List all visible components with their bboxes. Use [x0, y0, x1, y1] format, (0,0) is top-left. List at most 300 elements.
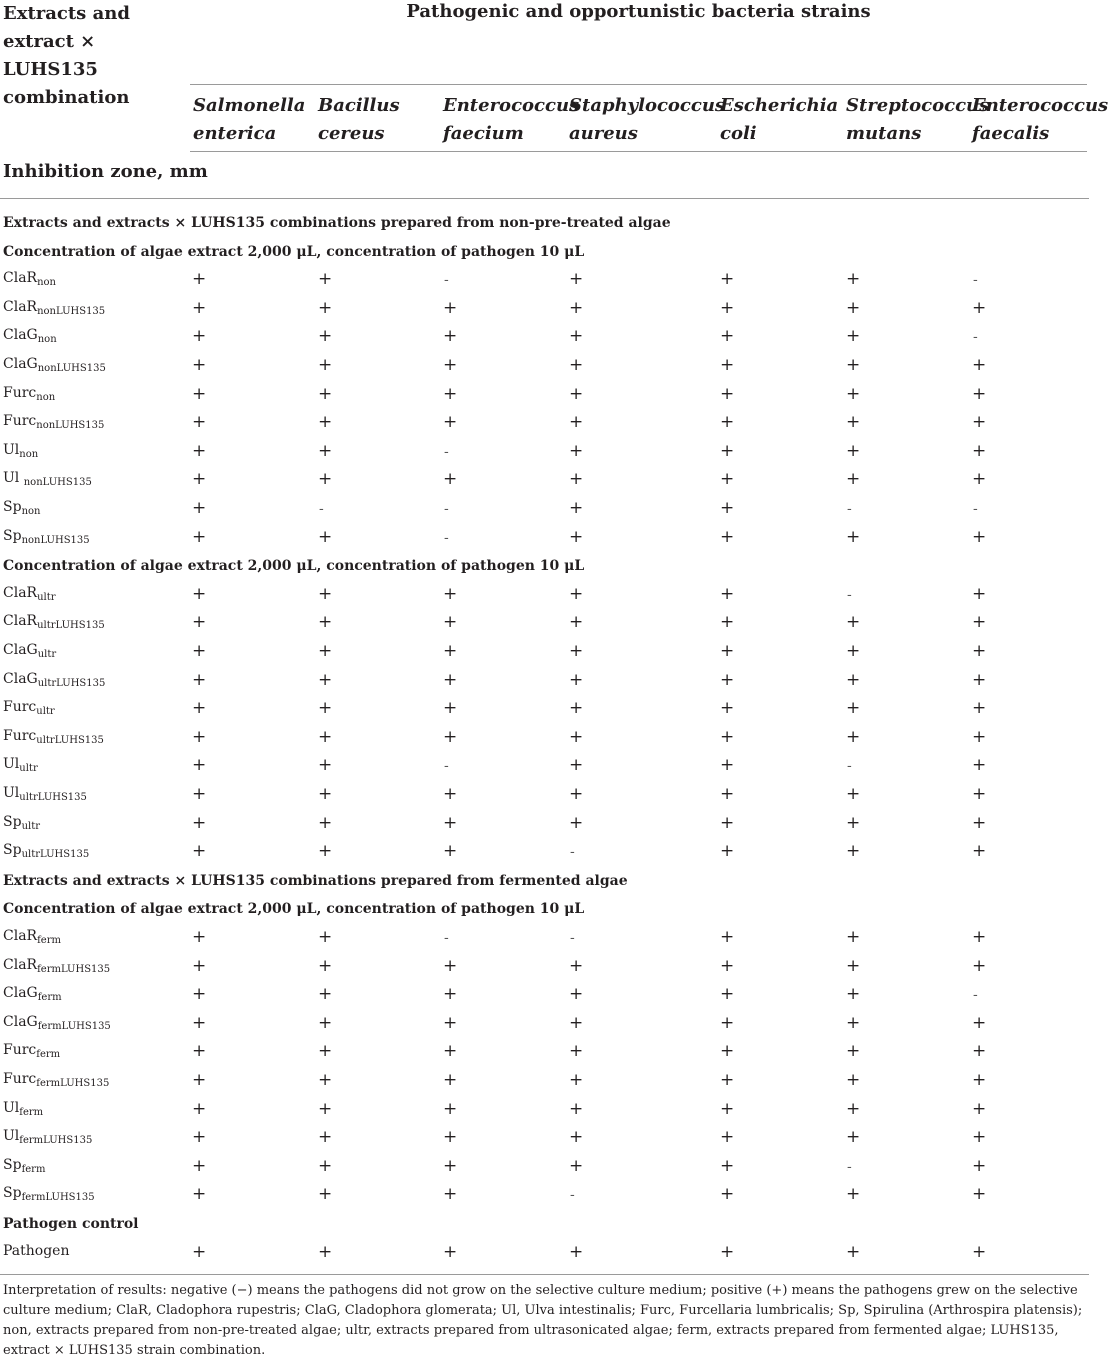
result-cell: + [569, 755, 584, 776]
result-cell: + [569, 669, 584, 690]
column-header-escherichia-coli: Escherichia coli [720, 95, 839, 144]
result-cell: + [192, 297, 207, 318]
result-cell: + [846, 784, 861, 804]
result-cell: + [318, 440, 333, 461]
result-cell: + [443, 297, 458, 318]
row-label-base: Sp [3, 499, 22, 515]
result-cell: + [720, 612, 735, 633]
result-cell: + [192, 583, 207, 604]
result-cell: + [972, 297, 987, 318]
result-cell: + [720, 841, 735, 862]
result-cell: + [720, 1012, 735, 1033]
row-label-base: ClaR [3, 956, 38, 973]
row-label-base: ClaR [3, 270, 38, 287]
result-cell: + [569, 612, 584, 633]
row-label [3, 728, 104, 746]
result-cell: + [569, 583, 584, 604]
result-cell: + [846, 841, 861, 862]
row-label-base: Ul [3, 1099, 20, 1116]
result-cell: - [444, 443, 449, 460]
result-cell: + [443, 955, 458, 976]
result-cell: + [192, 641, 207, 661]
row-label-base: Furc [3, 384, 37, 401]
row-label [3, 1100, 43, 1118]
row-label [3, 1071, 109, 1089]
result-cell: + [192, 440, 207, 461]
result-cell: + [443, 1041, 458, 1062]
result-cell: - [444, 930, 449, 946]
section-heading: Extracts and extracts × LUHS135 combinations prepared from non-pre-treated algae [3, 215, 671, 231]
result-cell: + [972, 583, 987, 604]
result-cell: + [192, 469, 207, 490]
result-cell: + [720, 641, 735, 661]
result-cell: + [846, 1041, 861, 1062]
column-header-salmonella-enterica: Salmonella enterica [193, 95, 306, 144]
result-cell: + [569, 355, 584, 375]
result-cell: + [569, 812, 584, 833]
table-row [0, 1096, 1089, 1124]
result-cell: - [973, 272, 978, 289]
result-cell: + [318, 1241, 333, 1262]
result-cell: + [443, 583, 458, 604]
row-label-base: ClaR [3, 928, 38, 944]
row-label [3, 1014, 111, 1032]
result-cell: + [972, 784, 987, 804]
table-row [0, 438, 1089, 466]
result-cell: + [443, 355, 458, 375]
row-label-base: Furc [3, 699, 37, 716]
result-cell: + [192, 984, 207, 1005]
result-cell: - [570, 930, 575, 946]
result-cell: + [569, 498, 584, 518]
table-row [0, 1239, 1089, 1267]
result-cell: + [569, 440, 584, 461]
table-row [0, 1010, 1089, 1038]
result-cell: + [443, 841, 458, 862]
result-cell: + [569, 1155, 584, 1176]
row-label [3, 671, 105, 689]
table-row [0, 752, 1089, 780]
result-cell: + [972, 1127, 987, 1148]
row-label-subscript: ultrLUHS135 [37, 620, 105, 632]
row-label-base: ClaG [3, 356, 38, 372]
result-cell: - [847, 586, 852, 603]
result-cell: + [443, 1070, 458, 1090]
result-cell: + [720, 1241, 735, 1262]
result-cell: + [443, 1241, 458, 1262]
row-label-subscript: ultr [36, 706, 55, 718]
row-label [3, 642, 56, 660]
result-cell: + [720, 498, 735, 518]
header-rule [0, 198, 1089, 199]
result-cell: + [443, 726, 458, 747]
result-cell: + [569, 269, 584, 290]
result-cell: + [720, 1127, 735, 1148]
result-cell: + [846, 812, 861, 833]
row-label [3, 842, 89, 860]
result-cell: + [720, 784, 735, 804]
result-cell: - [847, 758, 852, 775]
unit-label: Inhibition zone, mm [3, 161, 208, 182]
result-cell: + [443, 812, 458, 833]
result-cell: + [720, 526, 735, 547]
row-label-subscript: fermLUHS135 [36, 1078, 110, 1089]
result-cell: + [972, 1184, 987, 1205]
result-cell: + [318, 812, 333, 833]
row-label-subscript: non [21, 506, 41, 517]
table-row [0, 638, 1089, 666]
result-cell: - [444, 501, 449, 517]
result-cell: + [443, 784, 458, 804]
row-label-base: Sp [3, 1156, 22, 1173]
result-cell: - [444, 758, 449, 775]
result-cell: + [972, 726, 987, 747]
result-cell: + [972, 1070, 987, 1090]
result-cell: + [443, 669, 458, 690]
result-cell: + [443, 412, 458, 433]
table-row [0, 953, 1089, 981]
section-heading: Concentration of algae extract 2,000 μL, concentration of pathogen 10 μL [3, 243, 585, 260]
result-cell: + [972, 383, 987, 404]
result-cell: + [720, 726, 735, 747]
result-cell: - [973, 501, 978, 517]
row-label-subscript: fermLUHS135 [21, 1192, 95, 1204]
result-cell: + [192, 955, 207, 976]
result-cell: + [192, 1041, 207, 1062]
result-cell: + [846, 412, 861, 433]
result-cell: + [846, 698, 861, 719]
table-row [0, 466, 1089, 494]
result-cell: + [318, 355, 333, 375]
row-label [3, 499, 40, 517]
table-row [0, 323, 1089, 351]
result-cell: + [972, 955, 987, 976]
table-row [0, 1067, 1089, 1095]
result-cell: + [318, 269, 333, 290]
result-cell: + [192, 355, 207, 375]
result-cell: + [318, 755, 333, 776]
table-row [0, 352, 1089, 380]
result-cell: + [443, 612, 458, 633]
result-cell: + [846, 469, 861, 490]
row-label [3, 327, 57, 345]
row-label-subscript: ultrLUHS135 [21, 849, 90, 861]
result-cell: + [720, 583, 735, 604]
result-cell: + [569, 784, 584, 804]
row-label [3, 1042, 60, 1060]
result-cell: + [318, 469, 333, 490]
result-cell: + [318, 698, 333, 719]
section-heading: Extracts and extracts × LUHS135 combinations prepared from fermented algae [3, 872, 628, 889]
column-header-bacillus-cereus: Bacillus cereus [318, 95, 400, 144]
row-label-subscript: nonLUHS135 [21, 534, 90, 546]
result-cell: + [443, 469, 458, 490]
result-cell: + [846, 440, 861, 461]
table-row [0, 810, 1089, 838]
result-cell: + [443, 1184, 458, 1205]
row-label-subscript: ultr [37, 649, 57, 660]
table-row [0, 1181, 1089, 1209]
result-cell: + [972, 755, 987, 776]
column-header-staphylococcus-aureus: Staphylococcus aureus [569, 95, 726, 144]
row-label-subscript: non [36, 391, 56, 403]
table-row [0, 924, 1089, 952]
result-cell: + [720, 297, 735, 318]
result-cell: + [569, 469, 584, 490]
result-cell: + [846, 355, 861, 375]
row-label-subscript: non [19, 448, 39, 460]
row-label [3, 613, 105, 631]
result-cell: + [192, 1070, 207, 1090]
table-row [0, 781, 1089, 809]
result-cell: + [569, 698, 584, 719]
section-heading: Concentration of algae extract 2,000 μL, concentration of pathogen 10 μL [3, 558, 585, 575]
table-row [0, 981, 1089, 1009]
result-cell: + [318, 1127, 333, 1148]
row-label-base: Sp [3, 842, 22, 859]
section-heading: Concentration of algae extract 2,000 μL, concentration of pathogen 10 μL [3, 901, 585, 918]
result-cell: + [192, 412, 207, 433]
row-label-subscript: ferm [19, 1106, 44, 1118]
row-label [3, 1243, 69, 1259]
result-cell: + [192, 1098, 207, 1119]
row-label [3, 928, 61, 946]
result-cell: - [319, 501, 324, 517]
row-label [3, 814, 40, 832]
result-cell: + [318, 784, 333, 804]
table-row [0, 409, 1089, 437]
result-cell: + [720, 326, 735, 347]
row-label [3, 442, 38, 460]
result-cell: + [972, 526, 987, 547]
result-cell: + [972, 1155, 987, 1176]
result-cell: + [846, 1127, 861, 1148]
table-row [0, 524, 1089, 552]
row-label-base: Ul [3, 441, 20, 458]
result-cell: + [846, 1098, 861, 1119]
result-cell: - [973, 987, 978, 1004]
row-label-subscript: ultr [21, 820, 40, 832]
result-cell: + [720, 812, 735, 833]
result-cell: + [443, 383, 458, 404]
row-label-subscript: nonLUHS135 [23, 477, 92, 489]
result-cell: - [570, 844, 575, 861]
row-label-base: ClaG [3, 642, 38, 658]
row-label-subscript: non [37, 277, 56, 289]
result-cell: + [720, 1041, 735, 1062]
result-cell: + [846, 669, 861, 690]
row-label-base: Sp [3, 1185, 22, 1202]
table-row [0, 838, 1089, 866]
result-cell: + [192, 927, 207, 947]
result-cell: + [192, 498, 207, 518]
result-cell: + [972, 612, 987, 633]
result-cell: + [192, 1012, 207, 1033]
result-cell: + [569, 1012, 584, 1033]
result-cell: + [846, 1241, 861, 1262]
result-cell: + [972, 927, 987, 947]
first-column-header: Extracts and extract × LUHS135 combination [3, 3, 130, 108]
result-cell: + [318, 383, 333, 404]
result-cell: + [192, 612, 207, 633]
row-label-base: ClaG [3, 1013, 38, 1030]
result-cell: + [443, 1098, 458, 1119]
bacteria-group-header: Pathogenic and opportunistic bacteria strains [406, 1, 871, 22]
result-cell: + [192, 755, 207, 776]
result-cell: + [569, 1041, 584, 1062]
row-label-subscript: ultr [37, 591, 56, 603]
result-cell: + [569, 1098, 584, 1119]
row-label [3, 528, 90, 546]
row-label [3, 756, 38, 774]
result-cell: + [192, 784, 207, 804]
result-cell: + [318, 841, 333, 862]
table-row [0, 1038, 1089, 1066]
row-label [3, 585, 56, 603]
result-cell: + [318, 612, 333, 633]
result-cell: + [846, 326, 861, 347]
row-label-base: ClaR [3, 613, 38, 630]
row-label-subscript: ferm [36, 1049, 61, 1061]
result-cell: + [720, 755, 735, 776]
result-cell: + [972, 440, 987, 461]
result-cell: + [720, 927, 735, 947]
result-cell: + [318, 412, 333, 433]
result-cell: + [569, 297, 584, 318]
result-cell: + [720, 1098, 735, 1119]
row-label-base: Ul [3, 1128, 20, 1145]
result-cell: + [192, 1184, 207, 1205]
result-cell: + [720, 984, 735, 1005]
column-header-enterococcus-faecium: Enterococcus faecium [443, 95, 580, 144]
result-cell: + [443, 1012, 458, 1033]
row-label-base: ClaG [3, 327, 38, 344]
result-cell: + [569, 412, 584, 433]
result-cell: + [972, 698, 987, 719]
result-cell: + [318, 641, 333, 661]
row-label-base: ClaR [3, 298, 38, 315]
table-row [0, 266, 1089, 294]
row-label-subscript: nonLUHS135 [36, 420, 105, 432]
column-header-enterococcus-faecalis: Enterococcus faecalis [972, 95, 1108, 144]
result-cell: + [846, 383, 861, 404]
row-label-subscript: ferm [37, 992, 62, 1004]
result-cell: + [192, 841, 207, 862]
result-cell: + [720, 355, 735, 375]
result-cell: + [720, 269, 735, 290]
result-cell: + [318, 726, 333, 747]
row-label-subscript: ferm [21, 1163, 46, 1175]
result-cell: + [318, 1070, 333, 1090]
result-cell: + [318, 927, 333, 947]
row-label-subscript: ultrLUHS135 [37, 677, 106, 689]
result-cell: + [972, 1098, 987, 1119]
result-cell: + [846, 726, 861, 747]
result-cell: + [846, 269, 861, 290]
row-label-subscript: nonLUHS135 [37, 363, 106, 374]
row-label [3, 270, 56, 288]
result-cell: + [846, 1070, 861, 1090]
result-cell: + [318, 297, 333, 318]
table-footnote: Interpretation of results: negative (−) means the pathogens did not grow on the selective culture medium; positive (+) means the pathogens grew on the selective culture medium; ClaR, Cladophora rupestris; ClaG, Cladophora glomerata; Ul, Ulva intestinalis; Furc, Furcellaria lumbricalis; Sp, Spirulina (Arthrospira platensis); non, extracts prepared from non-pre-treated algae; ultr, extracts prepared from ultrasonicated algae; ferm, extracts prepared from fermented algae; LUHS135, extract × LUHS135 strain combination. [3, 1283, 1083, 1358]
row-label-base: Ul [3, 470, 24, 487]
result-cell: + [720, 469, 735, 490]
result-cell: + [846, 955, 861, 976]
result-cell: + [192, 269, 207, 290]
result-cell: + [569, 326, 584, 347]
result-cell: + [846, 984, 861, 1005]
result-cell: + [720, 383, 735, 404]
row-label [3, 1157, 45, 1175]
result-cell: + [443, 326, 458, 347]
result-cell: + [972, 1241, 987, 1262]
result-cell: + [192, 669, 207, 690]
result-cell: + [972, 469, 987, 490]
result-cell: - [847, 501, 852, 517]
table-row [0, 495, 1089, 523]
result-cell: + [192, 526, 207, 547]
result-cell: + [318, 1041, 333, 1062]
result-cell: + [443, 1155, 458, 1176]
row-label [3, 356, 106, 374]
row-label [3, 699, 55, 717]
row-label-subscript: fermLUHS135 [37, 963, 111, 975]
row-label-base: Furc [3, 1042, 37, 1059]
row-label-subscript: ultr [19, 763, 38, 775]
section-heading: Pathogen control [3, 1216, 139, 1232]
result-cell: + [972, 841, 987, 862]
result-cell: + [192, 1155, 207, 1176]
result-cell: + [192, 726, 207, 747]
row-label [3, 1185, 95, 1203]
result-cell: + [318, 1012, 333, 1033]
result-cell: + [443, 698, 458, 719]
result-cell: + [972, 1041, 987, 1062]
row-label-subscript: ferm [37, 935, 61, 946]
result-cell: + [569, 1241, 584, 1262]
table-bottom-rule [0, 1274, 1089, 1275]
row-label [3, 785, 87, 803]
row-label-base: Sp [3, 813, 22, 830]
table-row [0, 381, 1089, 409]
result-cell: + [443, 641, 458, 661]
result-cell: + [318, 1098, 333, 1119]
table-row [0, 581, 1089, 609]
result-cell: + [972, 669, 987, 690]
result-cell: + [972, 812, 987, 833]
result-cell: + [318, 326, 333, 347]
result-cell: + [318, 1184, 333, 1205]
row-label-subscript: fermLUHS135 [37, 1020, 111, 1032]
result-cell: + [846, 1012, 861, 1033]
result-cell: + [972, 412, 987, 433]
result-cell: + [318, 984, 333, 1005]
row-label-base: Sp [3, 527, 22, 544]
result-cell: + [720, 698, 735, 719]
result-cell: + [192, 1241, 207, 1262]
result-cell: + [318, 669, 333, 690]
result-cell: + [846, 612, 861, 633]
row-label-base: Pathogen [3, 1242, 70, 1259]
header-rule [190, 84, 1087, 85]
result-cell: + [569, 641, 584, 661]
result-cell: - [570, 1187, 575, 1204]
row-label [3, 385, 55, 403]
row-label [3, 470, 92, 488]
result-cell: - [444, 272, 449, 289]
table-row [0, 1124, 1089, 1152]
row-label [3, 957, 110, 975]
